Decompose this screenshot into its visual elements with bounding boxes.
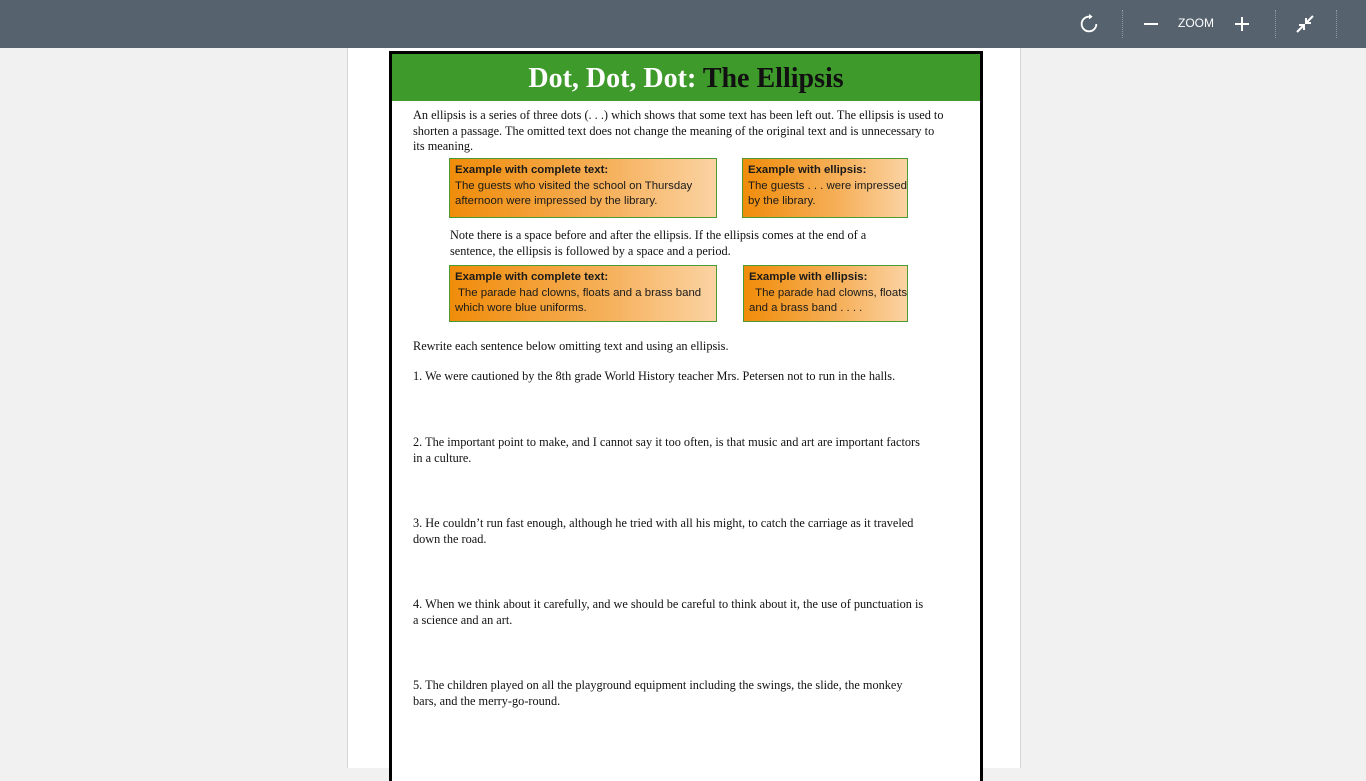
exercise-item — [413, 516, 973, 547]
worksheet-title — [392, 54, 980, 101]
viewer-toolbar — [0, 0, 1366, 48]
example-heading: Example with complete text: — [455, 164, 609, 176]
example-ellipsis-box — [743, 265, 908, 322]
toolbar-divider — [1275, 10, 1276, 38]
zoom-label: ZOOM — [1178, 16, 1214, 30]
exercise-line: bars, and the merry-go-round. — [413, 693, 561, 708]
exercise-line: in a culture. — [413, 450, 472, 465]
exercise-line: 2. The important point to make, and I cannot say it too often, is that music and art are important factors — [413, 435, 920, 449]
example-line: which wore blue uniforms. — [455, 302, 587, 315]
intro-paragraph — [413, 108, 973, 155]
exercise-line: 3. He couldn’t run fast enough, although he tried with all his might, to catch the carriage as it traveled — [413, 516, 914, 530]
exercise-item — [413, 435, 973, 466]
exercise-item — [413, 678, 973, 709]
example-line: afternoon were impressed by the library. — [455, 195, 658, 208]
exercise-item — [413, 597, 973, 628]
intro-line: shorten a passage. The omitted text does not change the meaning of the original text and is unnecessary to — [413, 123, 935, 138]
exit-fullscreen-icon — [1295, 14, 1315, 34]
rotate-button[interactable] — [1073, 8, 1105, 40]
exercise-line: down the road. — [413, 531, 487, 546]
example-line: The parade had clowns, floats and a brass band — [455, 286, 702, 299]
toolbar-divider — [1336, 10, 1337, 38]
exercise-item — [413, 369, 973, 385]
note-line: sentence, the ellipsis is followed by a space and a period. — [450, 243, 731, 258]
example-heading: Example with ellipsis: — [748, 164, 867, 176]
example-complete-box — [449, 265, 717, 322]
intro-line: An ellipsis is a series of three dots (. . .) which shows that some text has been left out. The ellipsis is used to — [413, 108, 944, 122]
exercise-line: 5. The children played on all the playground equipment including the swings, the slide, the monkey — [413, 678, 903, 692]
example-ellipsis-box — [742, 158, 908, 218]
title-part2: The Ellipsis — [702, 63, 844, 94]
example-line: The parade had clowns, floats — [749, 286, 908, 299]
worksheet-page — [389, 51, 983, 781]
example-line: The guests . . . were impressed — [748, 179, 907, 192]
intro-line: its meaning. — [413, 139, 474, 154]
zoom-in-icon — [1234, 16, 1250, 32]
rotate-icon — [1078, 13, 1100, 35]
exercise-line: 4. When we think about it carefully, and we should be careful to think about it, the use of punctuation is — [413, 597, 924, 611]
zoom-in-button[interactable] — [1226, 8, 1258, 40]
example-heading: Example with complete text: — [455, 271, 609, 283]
toolbar-divider — [1122, 10, 1123, 38]
example-heading: Example with ellipsis: — [749, 271, 868, 283]
instruction-text: Rewrite each sentence below omitting text and using an ellipsis. — [413, 339, 729, 353]
title-part1: Dot, Dot, Dot: — [528, 63, 697, 94]
exercise-line: a science and an art. — [413, 612, 513, 627]
zoom-out-button[interactable] — [1135, 8, 1167, 40]
note-line: Note there is a space before and after the ellipsis. If the ellipsis comes at the end of a — [450, 228, 867, 242]
example-line: by the library. — [748, 195, 816, 208]
example-line: and a brass band . . . . — [749, 302, 863, 315]
example-line: The guests who visited the school on Thursday — [455, 179, 693, 192]
exit-fullscreen-button[interactable] — [1289, 8, 1321, 40]
note-paragraph — [450, 228, 920, 259]
example-complete-box — [449, 158, 717, 218]
document-viewer[interactable] — [347, 48, 1021, 768]
zoom-out-icon — [1143, 16, 1159, 32]
exercise-line: 1. We were cautioned by the 8th grade World History teacher Mrs. Petersen not to run in the halls. — [413, 369, 896, 383]
